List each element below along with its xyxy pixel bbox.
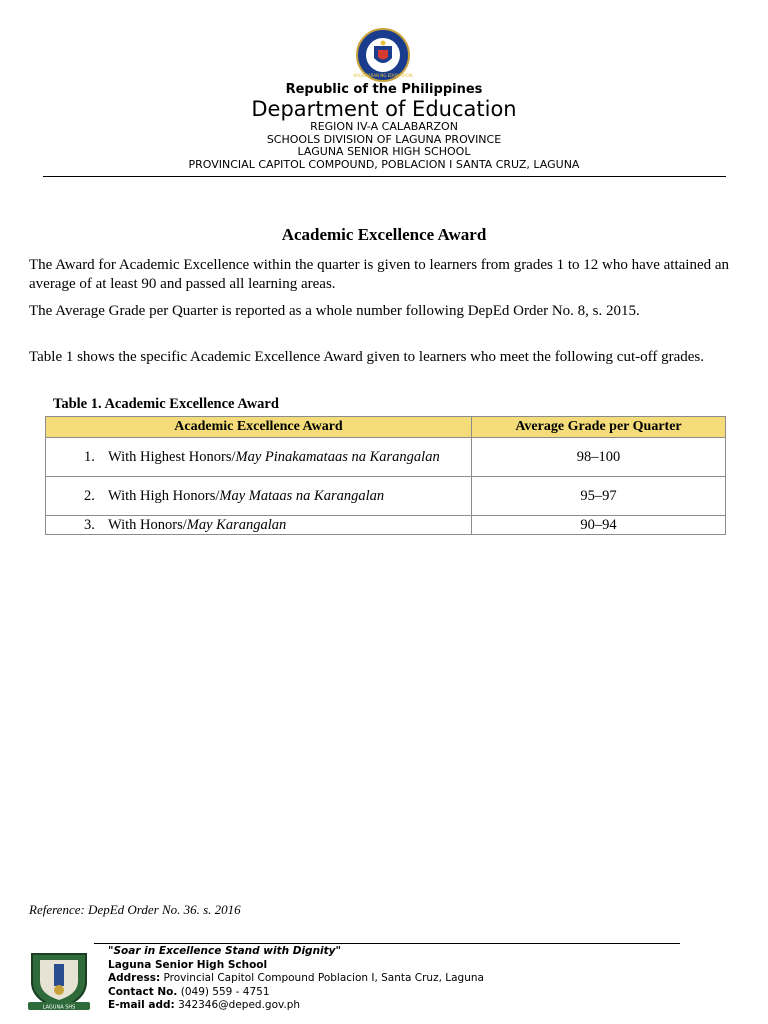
- department-heading: Department of Education: [251, 97, 517, 121]
- address-value: Provincial Capitol Compound Poblacion I, Santa Cruz, Laguna: [163, 972, 484, 984]
- svg-text:LAGUNA SHS: LAGUNA SHS: [42, 1004, 76, 1011]
- row-number: 3.: [84, 517, 95, 533]
- table-caption: Table 1. Academic Excellence Award: [53, 396, 279, 412]
- svg-text:KAGAWARAN NG EDUKASYON: KAGAWARAN NG EDUKASYON: [353, 73, 413, 78]
- division-line: SCHOOLS DIVISION OF LAGUNA PROVINCE: [266, 132, 502, 146]
- contact-value: (049) 559 - 4751: [180, 985, 270, 998]
- award-cell: [46, 516, 472, 535]
- header-award: Academic Excellence Award: [46, 417, 472, 438]
- award-filipino: May Mataas na Karangalan: [219, 488, 385, 504]
- paragraph-table-intro: Table 1 shows the specific Academic Excellence Award given to learners who meet the following cut-off grades.: [29, 349, 704, 365]
- paragraph-award-description: The Award for Academic Excellence within the quarter is given to learners from grades 1 to 12 who have attained an average of at least 90 and passed all learning areas.: [29, 257, 730, 292]
- grade-cell: 90–94: [472, 516, 726, 535]
- awards-table: [45, 416, 726, 535]
- table-header-row: [46, 417, 726, 438]
- header-divider: [43, 176, 726, 177]
- footer-divider: [94, 943, 680, 944]
- deped-seal-logo: [352, 28, 414, 82]
- award-name: [108, 516, 286, 534]
- award-name: [108, 448, 440, 466]
- address-label: Address:: [108, 972, 161, 984]
- email-label: E-mail add:: [108, 999, 175, 1011]
- award-english: With High Honors/: [108, 488, 220, 504]
- school-logo: [24, 948, 94, 1012]
- award-cell: [46, 438, 472, 477]
- address-line: PROVINCIAL CAPITOL COMPOUND, POBLACION I SANTA CRUZ, LAGUNA: [188, 157, 580, 171]
- award-name: [108, 487, 384, 505]
- school-line: LAGUNA SENIOR HIGH SCHOOL: [297, 145, 471, 158]
- reference-note: Reference: DepEd Order No. 36. s. 2016: [29, 902, 241, 917]
- table-row: [46, 516, 726, 535]
- row-number: 2.: [84, 488, 95, 504]
- contact-label: Contact No.: [108, 985, 178, 998]
- award-filipino: May Pinakamataas na Karangalan: [235, 449, 440, 465]
- award-english: With Honors/: [108, 517, 187, 533]
- table-row: [46, 438, 726, 477]
- footer-motto: "Soar in Excellence Stand with Dignity": [108, 945, 341, 957]
- table-row: [46, 477, 726, 516]
- grade-cell: 98–100: [472, 438, 726, 477]
- award-english: With Highest Honors/: [108, 449, 236, 465]
- footer-school-name: Laguna Senior High School: [108, 958, 268, 971]
- footer-address: [108, 972, 484, 986]
- republic-heading: Republic of the Philippines: [285, 82, 483, 97]
- row-number: 1.: [84, 449, 95, 465]
- region-line: REGION IV-A CALABARZON: [310, 120, 458, 133]
- award-filipino: May Karangalan: [186, 517, 287, 533]
- award-cell: [46, 477, 472, 516]
- grade-cell: 95–97: [472, 477, 726, 516]
- footer-email: [108, 999, 300, 1013]
- email-value: 342346@deped.gov.ph: [178, 999, 301, 1011]
- paragraph-average-grade: The Average Grade per Quarter is reported as a whole number following DepEd Order No. 8, s. 2015.: [29, 303, 640, 319]
- document-title: Academic Excellence Award: [281, 225, 487, 244]
- header-grade: Average Grade per Quarter: [472, 417, 726, 438]
- footer-contact: [108, 986, 270, 1000]
